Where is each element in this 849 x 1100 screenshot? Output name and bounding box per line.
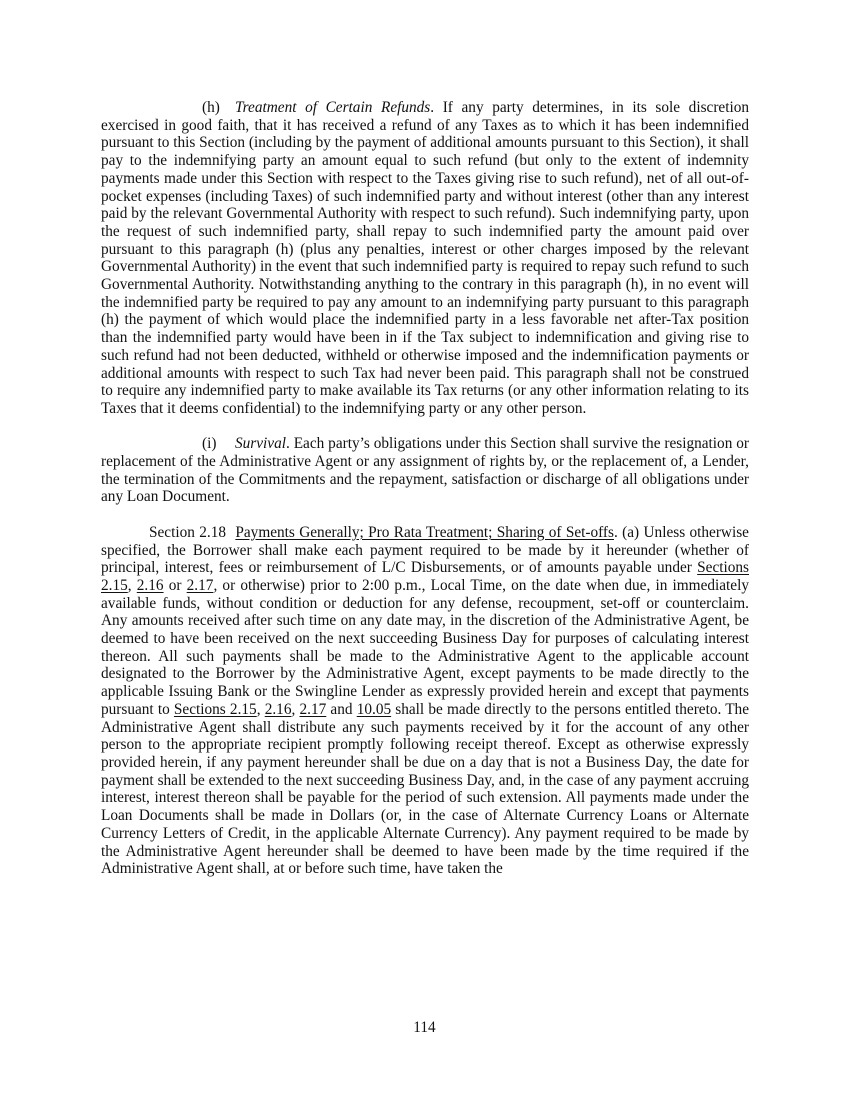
paragraph-i-label: (i) xyxy=(202,435,217,453)
paragraph-h-heading: Treatment of Certain Refunds xyxy=(235,99,431,116)
section-text-1: . (a) Unless otherwise specified, the Borrower shall make each payment required to be made by it hereunder (whether of principal, interest, fees or reimbursement of L/C Disbursements, or of amounts payable under xyxy=(101,523,749,577)
cross-reference: 2.16 xyxy=(136,576,164,594)
separator: , xyxy=(256,700,265,718)
cross-reference: 10.05 xyxy=(356,700,392,718)
paragraph-i xyxy=(101,435,749,506)
cross-reference: Sections 2.15 xyxy=(173,700,257,718)
section-text-2: , or otherwise) prior to 2:00 p.m., Local Time, on the date when due, in immediately available funds, without condition or deduction for any defense, recoupment, set-off or counterclaim. Any amounts received after such time on any date may, in the discretion of the Administrative Agent, be deemed to have been received on the next succeeding Business Day for purposes of calculating interest thereon. All such payments shall be made to the Administrative Agent to the applicable account designated to the Borrower by the Administrative Agent, except payments to be made directly to the applicable Issuing Bank or the Swingline Lender as expressly provided herein and except that payments pursuant to xyxy=(101,576,749,718)
section-title: Payments Generally; Pro Rata Treatment; Sharing of Set-offs xyxy=(235,523,614,541)
cross-reference: 2.17 xyxy=(186,576,214,594)
separator: and xyxy=(326,700,357,718)
section-number: Section 2.18 xyxy=(149,523,227,541)
separator: , xyxy=(127,576,137,594)
separator: , xyxy=(291,700,300,718)
section-text-3: shall be made directly to the persons entitled thereto. The Administrative Agent shall distribute any such payments received by it for the account of any other person to the appropriate recipient promptly following receipt thereof. Except as otherwise expressly provided herein, if any payment hereunder shall be due on a day that is not a Business Day, the date for payment shall be extended to the next succeeding Business Day, and, in the case of any payment accruing interest, interest thereon shall be payable for the period of such extension. All payments made under the Loan Documents shall be made in Dollars (or, in the case of Alternate Currency Loans or Alternate Currency Letters of Credit, in the applicable Alternate Currency). Any payment required to be made by the Administrative Agent hereunder shall be deemed to have been made by the time required if the Administrative Agent shall, at or before such time, have taken the xyxy=(101,700,749,878)
section-2-18 xyxy=(101,524,749,878)
separator: or xyxy=(163,576,187,594)
cross-reference: 2.17 xyxy=(299,700,327,718)
cross-reference: Sections 2.15 xyxy=(101,559,749,594)
cross-reference: 2.16 xyxy=(264,700,292,718)
paragraph-h-body: . If any party determines, in its sole discretion exercised in good faith, that it has received a refund of any Taxes as to which it has been indemnified pursuant to this Section (including by the payment of additional amounts pursuant to this Section), it shall pay to the indemnifying party an amount equal to such refund (but only to the extent of indemnity payments made under this Section with respect to the Taxes giving rise to such refund), net of all out-of-pocket expenses (including Taxes) of such indemnified party and without interest (other than any interest paid by the relevant Governmental Authority with respect to such refund). Such indemnifying party, upon the request of such indemnified party, shall repay to such indemnified party the amount paid over pursuant to this paragraph (h) (plus any penalties, interest or other charges imposed by the relevant Governmental Authority) in the event that such indemnified party is required to repay such refund to such Governmental Authority. Notwithstanding anything to the contrary in this paragraph (h), in no event will the indemnified party be required to pay any amount to an indemnifying party pursuant to this paragraph (h) the payment of which would place the indemnified party in a less favorable net after-Tax position than the indemnified party would have been in if the Tax subject to indemnification and giving rise to such refund had not been deducted, withheld or otherwise imposed and the indemnification payments or additional amounts with respect to such Tax had never been paid. This paragraph shall not be construed to require any indemnified party to make available its Tax returns (or any other information relating to its Taxes that it deems confidential) to the indemnifying party or any other person. xyxy=(101,99,749,417)
paragraph-h xyxy=(101,99,749,418)
paragraph-h-label: (h) xyxy=(202,99,220,116)
paragraph-i-heading: Survival xyxy=(235,435,286,453)
paragraph-i-body: . Each party’s obligations under this Section shall survive the resignation or replacement of the Administrative Agent or any assignment of rights by, or the replacement of, a Lender, the termination of the Commitments and the repayment, satisfaction or discharge of all obligations under any Loan Document. xyxy=(101,435,749,506)
page-number: 114 xyxy=(413,1019,436,1036)
